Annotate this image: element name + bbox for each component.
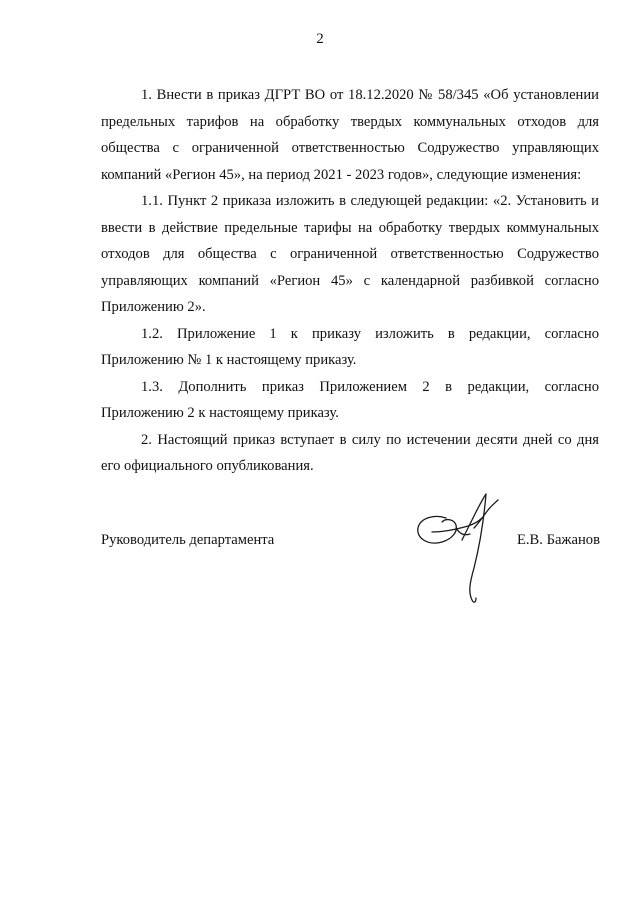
paragraph-2: 2. Настоящий приказ вступает в силу по истечении десяти дней со дня его официального опубликования. <box>101 431 599 474</box>
paragraph-1-1: 1.1. Пункт 2 приказа изложить в следующей редакции: «2. Установить и ввести в действие предельные тарифы на обработку твердых коммунальных отходов для общества с ограниченной ответственностью Содружество управляющих компаний «Регион 45» с календарной разбивкой согласно Приложению 2». <box>101 193 599 315</box>
paragraph-1-2: 1.2. Приложение 1 к приказу изложить в редакции, согласно Приложению № 1 к настоящему приказу. <box>101 325 599 368</box>
paragraph-1: 1. Внести в приказ ДГРТ ВО от 18.12.2020 № 58/345 «Об установлении предельных тарифов на обработку твердых коммунальных отходов для общества с ограниченной ответственностью Содружество управляющих компаний «Регион 45», на период 2021 - 2023 годов», следующие изменения: <box>101 87 599 183</box>
signatory-name: Е.В. Бажанов <box>516 532 600 548</box>
signatory-title: Руководитель департамента <box>101 532 275 548</box>
paragraph-1-3: 1.3. Дополнить приказ Приложением 2 в редакции, согласно Приложению 2 к настоящему приказу. <box>101 378 599 421</box>
page-number: 2 <box>316 31 324 47</box>
handwritten-signature <box>412 488 508 606</box>
document-body <box>101 82 599 480</box>
